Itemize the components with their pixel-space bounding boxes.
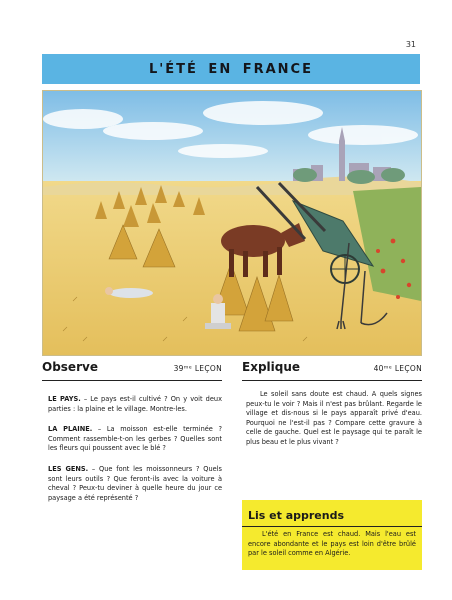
observe-header — [42, 360, 222, 381]
lis-et-apprends-header — [242, 500, 422, 527]
explique-lesson-number: 40ᵐᵉ LEÇON — [373, 364, 422, 373]
observe-title: Observe — [42, 360, 98, 374]
observe-paragraph-gens: LES GENS. – Que font les moissonneurs ? Quels sont leurs outils ? Que feront-ils avec la voiture à cheval ? Peux-tu deviner à quelle heure du jour ce paysage a été représenté ? — [48, 464, 222, 502]
explique-title: Explique — [242, 360, 301, 374]
lis-et-apprends-body — [242, 527, 422, 559]
page-title: L'ÉTÉ EN FRANCE — [149, 61, 313, 77]
explique-paragraph: Le soleil sans doute est chaud. A quels signes peux-tu le voir ? Mais il n'est pas brûlant. Regarde le village et dis-nous si le pays apparaît privé d'eau. Pourquoi ne l'est-il pas ? Compare cette gravure à celle de gauche. Quel est le paysage qui te paraît le plus beau et le plus vivant ? — [246, 390, 422, 446]
explique-column — [242, 360, 422, 448]
observe-paragraph-plaine: LA PLAINE. – La moisson est-elle terminée ? Comment rassemble-t-on les gerbes ? Quelles sont les fleurs qui poussent avec le blé ? — [48, 425, 222, 453]
observe-lesson-number: 39ᵐᵉ LEÇON — [173, 364, 222, 373]
title-banner — [42, 54, 420, 84]
lis-et-apprends-box — [242, 500, 422, 570]
explique-header — [242, 360, 422, 381]
lis-et-apprends-title: Lis et apprends — [248, 509, 345, 522]
page-number: 31 — [405, 40, 416, 49]
observe-paragraph-pays: LE PAYS. – Le pays est-il cultivé ? On y voit deux parties : la plaine et le village. Montre-les. — [48, 395, 223, 413]
observe-column — [42, 360, 222, 514]
harvest-scene-illustration — [42, 90, 422, 356]
explique-body — [242, 381, 422, 448]
lis-et-apprends-text: L'été en France est chaud. Mais l'eau est encore abondante et le pays est loin d'être brûlé par le soleil comme en Algérie. — [248, 530, 416, 558]
observe-body — [42, 381, 222, 503]
